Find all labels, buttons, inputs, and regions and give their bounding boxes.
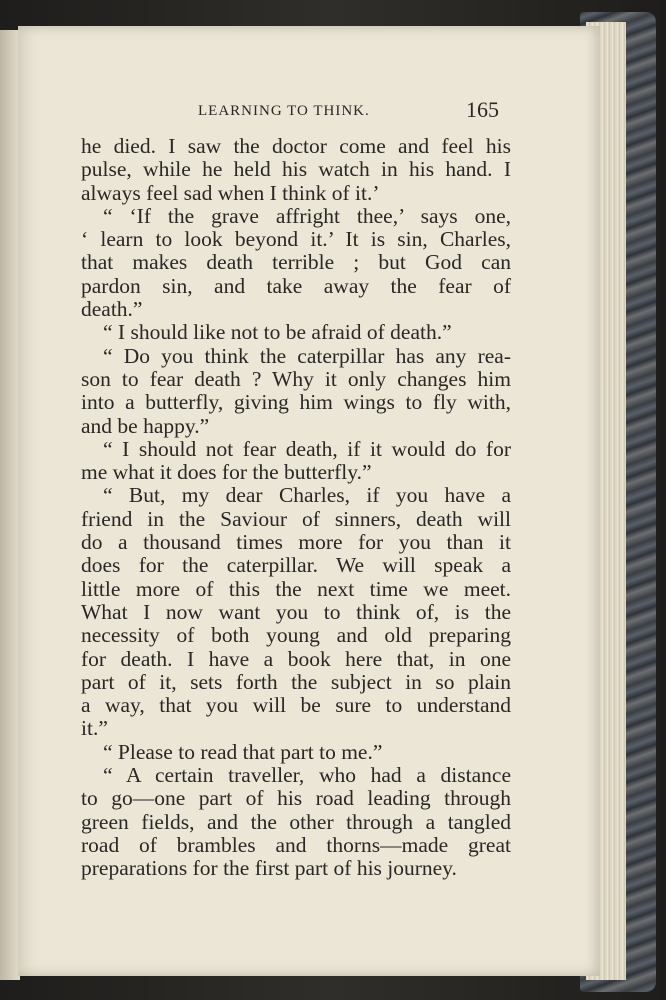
- text-line: me what it does for the butterfly.”: [81, 460, 372, 485]
- text-line: ‘ learn to look beyond it.’ It is sin, Charles,: [81, 227, 511, 252]
- text-line: son to fear death ? Why it only changes him: [81, 366, 511, 391]
- text-line: “ I should not fear death, if it would do for: [103, 436, 511, 461]
- text-line: “ I should like not to be afraid of death.”: [103, 320, 452, 345]
- text-line: a way, that you will be sure to understand: [81, 693, 511, 718]
- text-line: does for the caterpillar. We will speak a: [81, 553, 511, 578]
- text-line: “ But, my dear Charles, if you have a: [103, 483, 511, 508]
- text-line: pulse, while he held his watch in his hand. I: [81, 157, 511, 182]
- text-line: preparations for the first part of his journey.: [81, 856, 457, 881]
- text-line: “ Please to read that part to me.”: [103, 739, 383, 764]
- text-line: “ ‘If the grave affright thee,’ says one,: [103, 203, 511, 228]
- text-line: pardon sin, and take away the fear of: [81, 273, 511, 298]
- body-text: [81, 135, 511, 881]
- text-line: “ A certain traveller, who had a distance: [103, 763, 511, 788]
- facing-page-edge: [0, 30, 20, 980]
- text-line: always feel sad when I think of it.’: [81, 180, 380, 205]
- text-line: little more of this the next time we meet.: [81, 576, 511, 601]
- text-line: that makes death terrible ; but God can: [81, 250, 511, 275]
- text-line: necessity of both young and old preparing: [81, 623, 511, 648]
- text-line: part of it, sets forth the subject in so plain: [81, 669, 511, 694]
- text-line: green fields, and the other through a tangled: [81, 809, 511, 834]
- text-line: “ Do you think the caterpillar has any rea-: [103, 343, 511, 368]
- text-line: road of brambles and thorns—made great: [81, 832, 511, 857]
- text-line: he died. I saw the doctor come and feel his: [81, 134, 511, 158]
- text-line: death.”: [81, 297, 143, 322]
- text-line: for death. I have a book here that, in one: [81, 646, 511, 671]
- text-line: into a butterfly, giving him wings to fly with,: [81, 390, 511, 415]
- text-line: to go—one part of his road leading through: [81, 786, 511, 811]
- text-line: What I now want you to think of, is the: [81, 599, 511, 624]
- text-line: and be happy.”: [81, 413, 210, 438]
- text-line: do a thousand times more for you than it: [81, 530, 511, 555]
- page-number: 165: [466, 97, 499, 122]
- text-line: it.”: [81, 716, 108, 741]
- text-line: friend in the Saviour of sinners, death will: [81, 506, 511, 531]
- running-head: LEARNING TO THINK.: [198, 103, 370, 119]
